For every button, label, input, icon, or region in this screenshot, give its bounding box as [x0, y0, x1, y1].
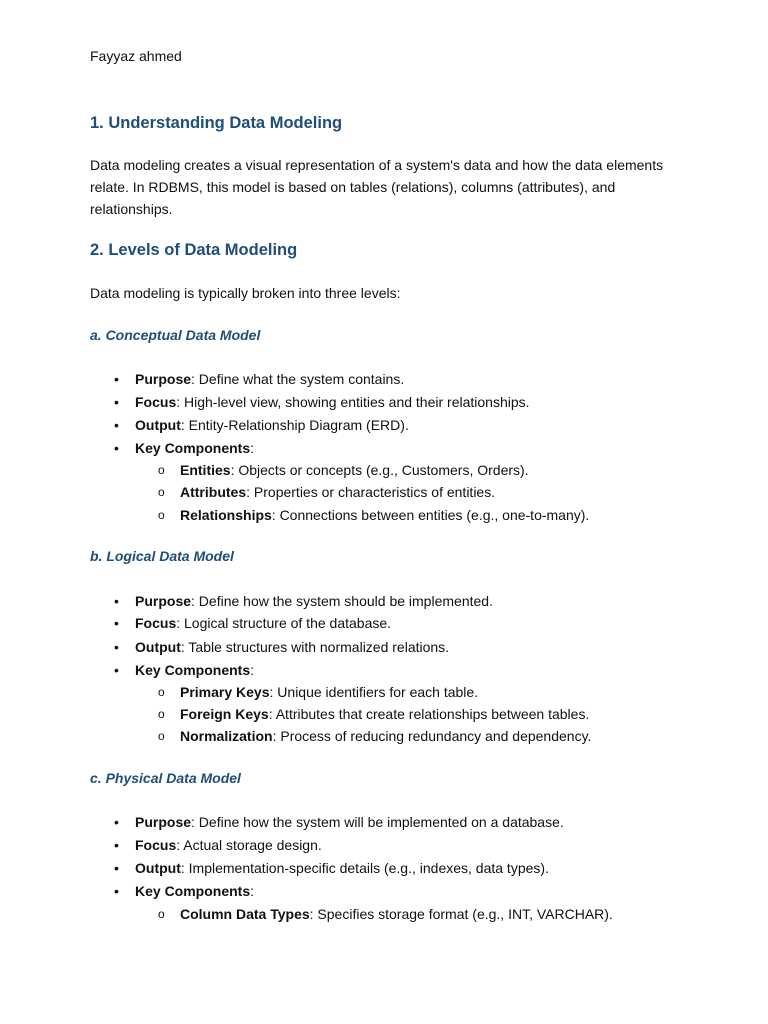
list-item: Focus: Actual storage design. [135, 837, 322, 853]
bullet-icon: • [114, 883, 119, 899]
physical-model-heading: c. Physical Data Model [90, 770, 241, 786]
bullet-icon: • [114, 615, 119, 631]
section-2-intro: Data modeling is typically broken into three levels: [90, 285, 401, 301]
sub-bullet-icon: o [158, 463, 165, 477]
list-item: Focus: Logical structure of the database. [135, 615, 392, 631]
bullet-icon: • [114, 440, 119, 456]
bullet-icon: • [114, 662, 119, 678]
logical-model-heading: b. Logical Data Model [90, 548, 234, 564]
sub-list-item: Foreign Keys: Attributes that create relationships between tables. [180, 706, 590, 722]
sub-list-item: Relationships: Connections between entities (e.g., one-to-many). [180, 507, 590, 523]
sub-list-item: Primary Keys: Unique identifiers for each table. [180, 684, 479, 700]
list-item: Purpose: Define what the system contains. [135, 371, 405, 387]
list-item: Output: Table structures with normalized relations. [135, 639, 450, 655]
bullet-icon: • [114, 593, 119, 609]
bullet-icon: • [114, 837, 119, 853]
section-1-heading: 1. Understanding Data Modeling [90, 114, 343, 132]
sub-list-item: Entities: Objects or concepts (e.g., Customers, Orders). [180, 462, 529, 478]
bullet-icon: • [114, 394, 119, 410]
sub-bullet-icon: o [158, 485, 165, 499]
list-item: Purpose: Define how the system will be implemented on a database. [135, 814, 564, 830]
list-item: Focus: High-level view, showing entities and their relationships. [135, 394, 530, 410]
author-name: Fayyaz ahmed [90, 48, 182, 64]
section-1-paragraph: Data modeling creates a visual representation of a system's data and how the data elements relate. In RDBMS, this model is based on tables (relations), columns (attributes), and relationships. [90, 157, 664, 217]
sub-list-item: Column Data Types: Specifies storage format (e.g., INT, VARCHAR). [180, 906, 613, 922]
bullet-icon: • [114, 371, 119, 387]
sub-bullet-icon: o [158, 685, 165, 699]
bullet-icon: • [114, 417, 119, 433]
sub-bullet-icon: o [158, 508, 165, 522]
sub-list-item: Attributes: Properties or characteristics of entities. [180, 484, 496, 500]
list-item: Purpose: Define how the system should be implemented. [135, 593, 493, 609]
bullet-icon: • [114, 639, 119, 655]
list-item: Output: Implementation-specific details (e.g., indexes, data types). [135, 860, 549, 876]
sub-bullet-icon: o [158, 907, 165, 921]
section-2-heading: 2. Levels of Data Modeling [90, 241, 298, 259]
list-item: Key Components: [135, 883, 255, 899]
bullet-icon: • [114, 814, 119, 830]
sub-bullet-icon: o [158, 707, 165, 721]
sub-bullet-icon: o [158, 729, 165, 743]
list-item: Key Components: [135, 662, 255, 678]
conceptual-model-heading: a. Conceptual Data Model [90, 327, 261, 343]
bullet-icon: • [114, 860, 119, 876]
list-item: Output: Entity-Relationship Diagram (ERD). [135, 417, 409, 433]
sub-list-item: Normalization: Process of reducing redundancy and dependency. [180, 728, 592, 744]
list-item: Key Components: [135, 440, 255, 456]
